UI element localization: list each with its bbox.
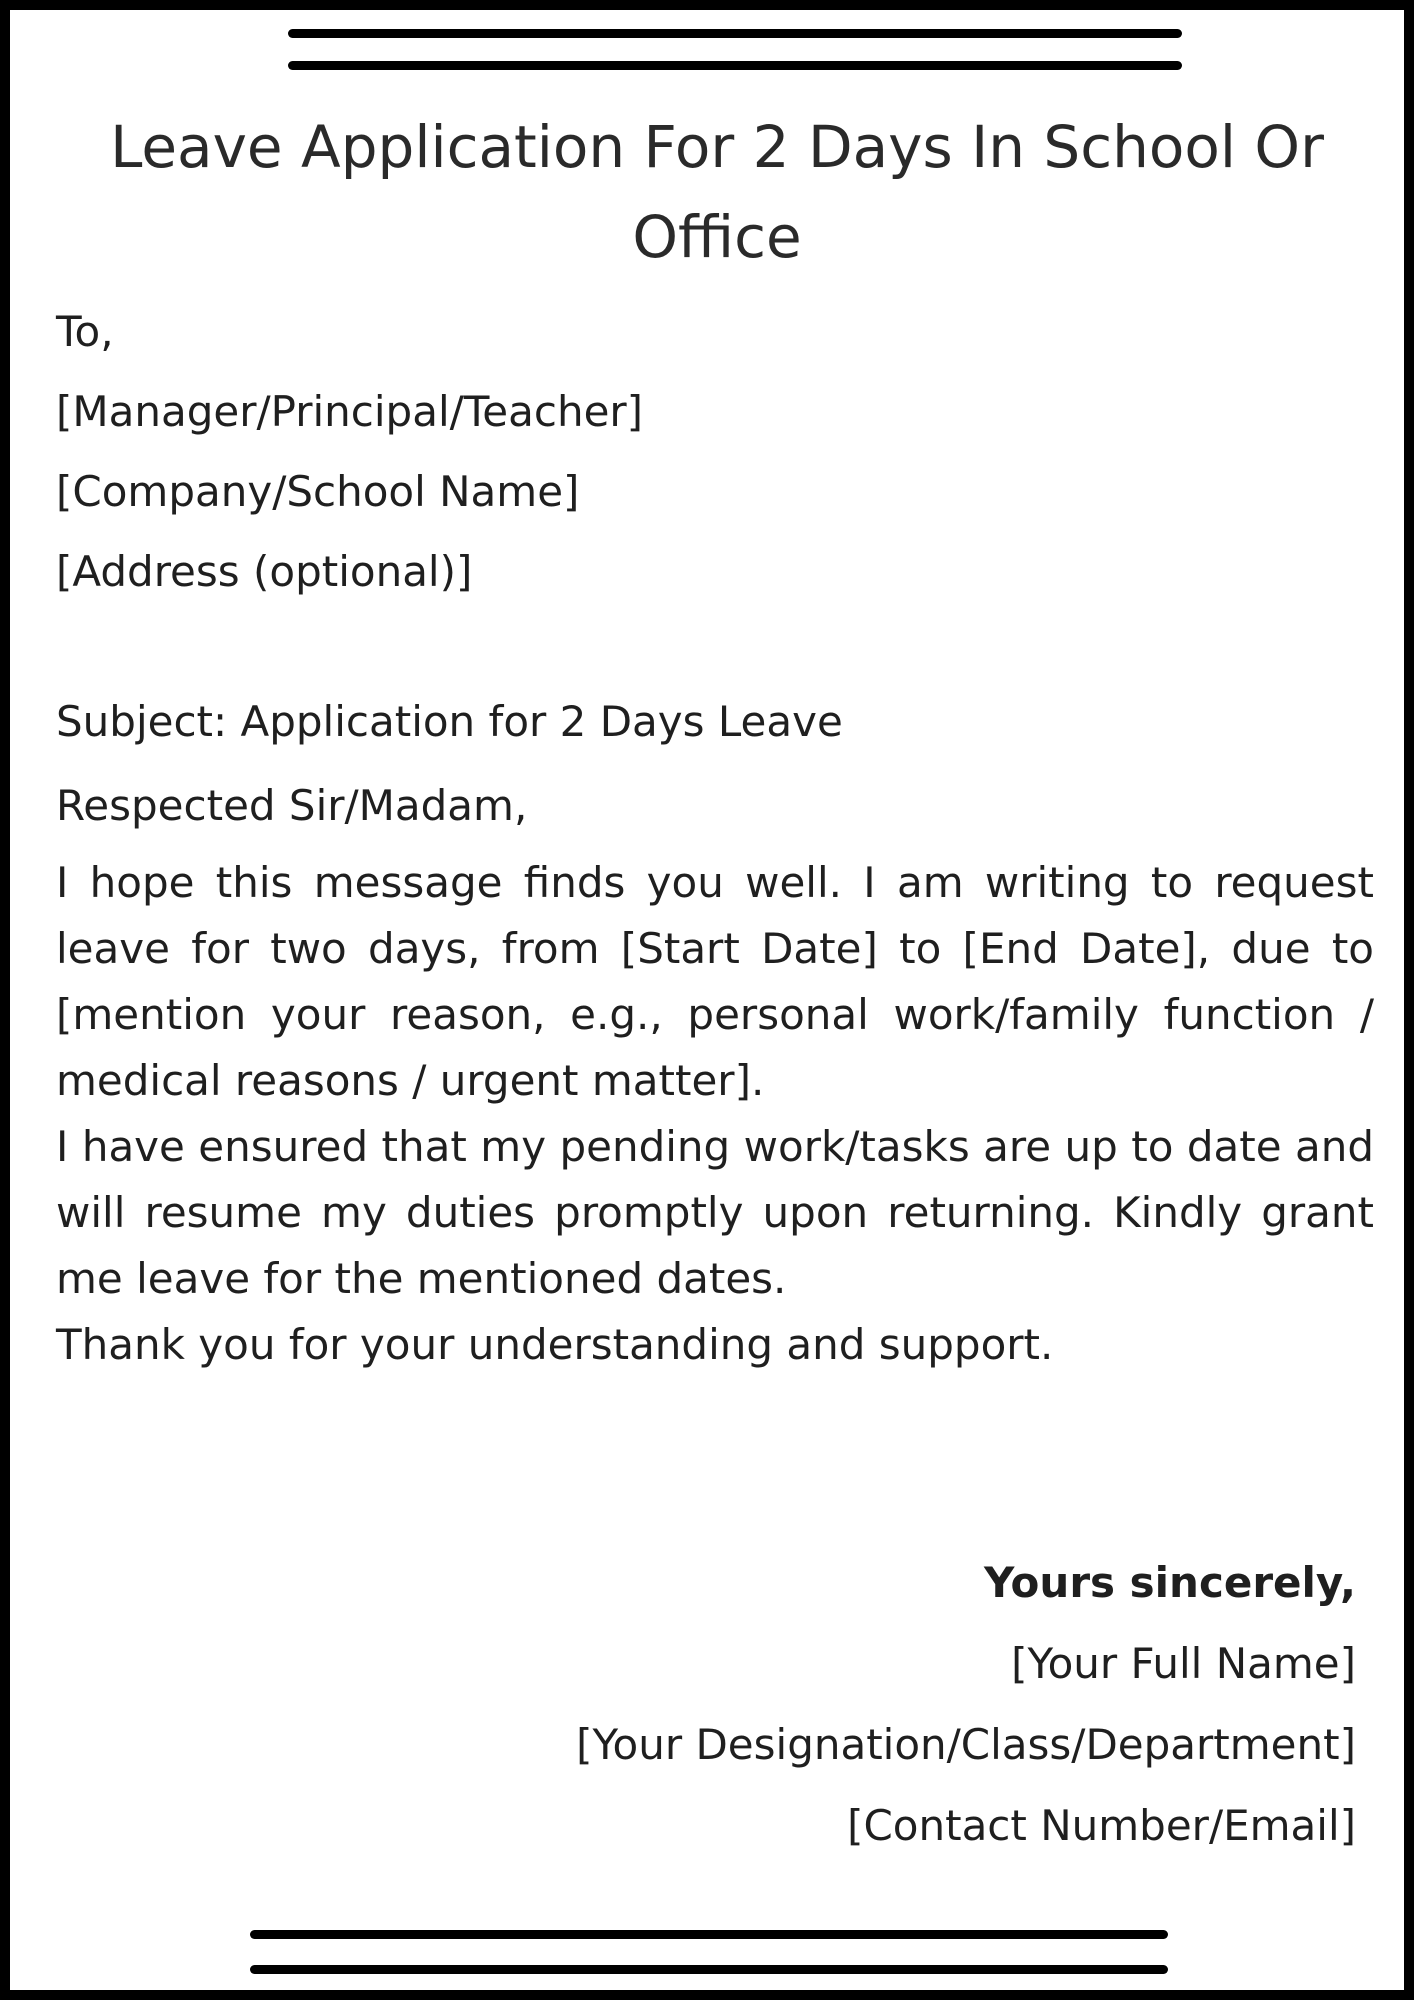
signer-contact: [Contact Number/Email] [847, 1801, 1356, 1850]
bottom-rule-lower [250, 1965, 1168, 1974]
letter-title: Leave Application For 2 Days In School Or Office [110, 113, 1324, 271]
recipient-organization: [Company/School Name] [56, 467, 580, 516]
bottom-rule-upper [250, 1930, 1168, 1939]
body-paragraph-1: I hope this message finds you well. I am writing to request leave for two days, from [Start Date] to [End Date], due to [mention your reason, e.g., personal work/family function / medical reasons / urgent matter]. [56, 858, 1374, 1105]
recipient-block [56, 292, 643, 612]
top-rule-lower [288, 61, 1182, 70]
recipient-to: To, [56, 307, 114, 356]
recipient-role: [Manager/Principal/Teacher] [56, 387, 644, 436]
salutation: Respected Sir/Madam, [56, 781, 528, 830]
letter-body [56, 850, 1374, 1378]
closing-block [576, 1542, 1356, 1866]
signer-name: [Your Full Name] [1011, 1639, 1356, 1688]
body-paragraph-3: Thank you for your understanding and support. [56, 1320, 1054, 1369]
subject-line: Subject: Application for 2 Days Leave [56, 697, 843, 746]
body-paragraph-2: I have ensured that my pending work/tasks are up to date and will resume my duties promptly upon returning. Kindly grant me leave for the mentioned dates. [56, 1122, 1374, 1303]
signer-designation: [Your Designation/Class/Department] [576, 1720, 1356, 1769]
valediction: Yours sincerely, [984, 1558, 1356, 1607]
top-rule-upper [288, 29, 1182, 38]
recipient-address: [Address (optional)] [56, 547, 473, 596]
